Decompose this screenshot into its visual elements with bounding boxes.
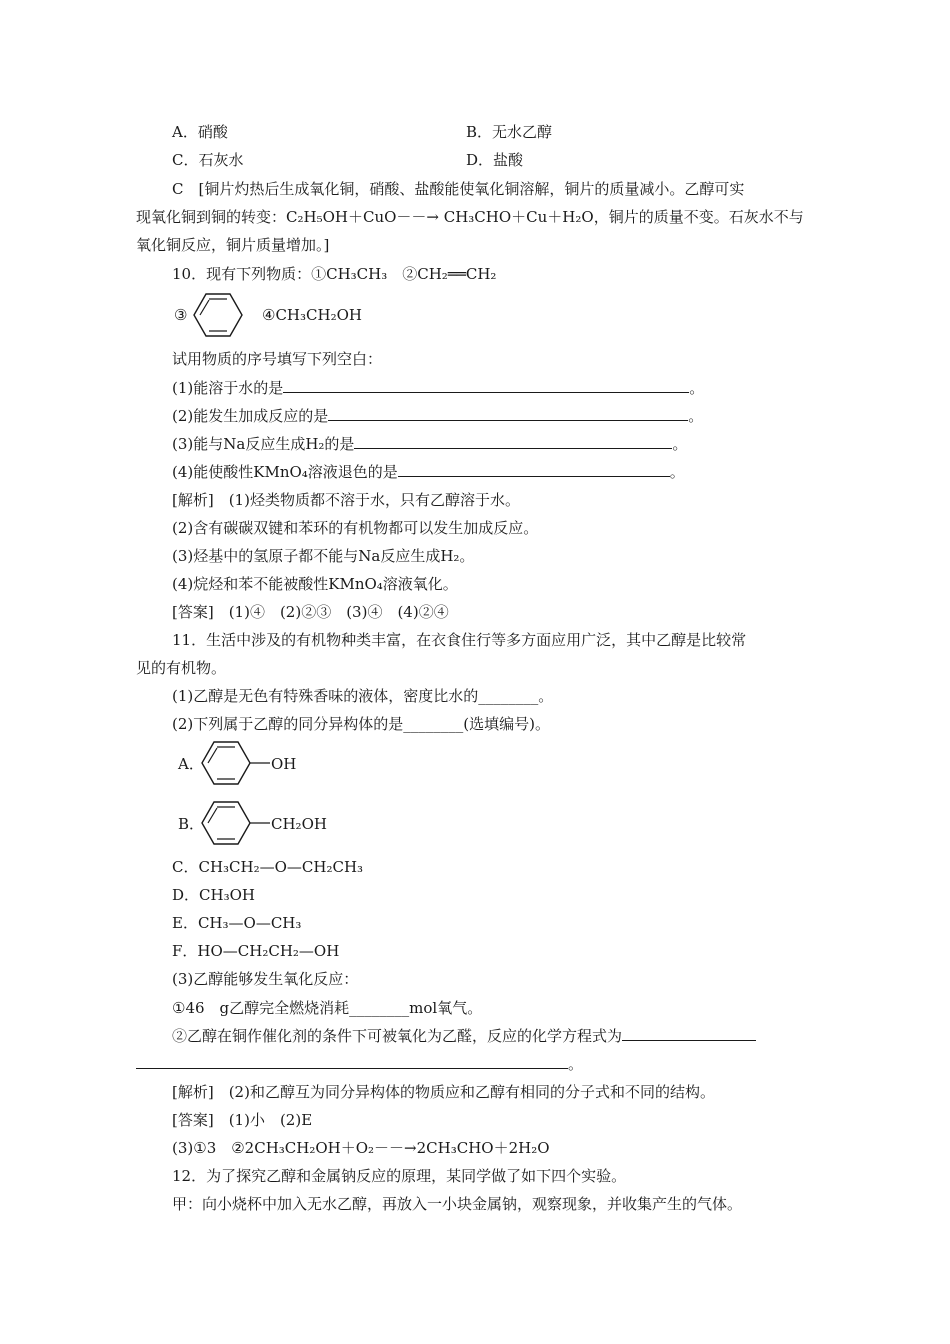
q10-analysis-4: (4)烷烃和苯不能被酸性KMnO₄溶液氧化。 <box>172 575 458 593</box>
q11-part-2: (2)下列属于乙醇的同分异构体的是________(选填编号)。 <box>172 715 550 733</box>
q11-analysis: [解析] (2)和乙醇互为同分异构体的物质应和乙醇有相同的分子式和不同的结构。 <box>172 1083 715 1101</box>
q11-part-3: (3)乙醇能够发生氧化反应： <box>172 970 359 988</box>
q10-blank-2-line[interactable] <box>328 406 688 421</box>
q11-option-b-label: B． <box>178 815 205 833</box>
q10-blank-3-text: (3)能与Na反应生成H₂的是 <box>172 435 355 453</box>
q10-analysis-2: (2)含有碳碳双键和苯环的有机物都可以发生加成反应。 <box>172 519 539 537</box>
q10-blank-3-line[interactable] <box>354 434 672 449</box>
q10-blank-4 <box>172 462 685 482</box>
q10-answer: [答案] (1)④ (2)②③ (3)④ (4)②④ <box>172 603 449 621</box>
q10-blank-4-end: 。 <box>669 463 685 481</box>
q10-blank-1-text: (1)能溶于水的是 <box>172 379 284 397</box>
benzene-ring-icon <box>192 292 244 338</box>
q10-blank-1-end: 。 <box>689 379 705 397</box>
q11-part-3b-blank[interactable] <box>622 1026 756 1041</box>
q10-blank-2-text: (2)能发生加成反应的是 <box>172 407 329 425</box>
q11-option-d: D．CH₃OH <box>172 886 255 904</box>
q10-blank-3-end: 。 <box>672 435 688 453</box>
q11-stem-1: 11．生活中涉及的有机物种类丰富，在衣食住行等多方面应用广泛，其中乙醇是比较常 <box>172 631 747 649</box>
q11-option-a-label: A． <box>178 755 204 773</box>
q11-part-3b-continued <box>136 1054 583 1074</box>
q10-blank-2 <box>172 406 703 426</box>
q12-experiment-jia: 甲：向小烧杯中加入无水乙醇，再放入一小块金属钠，观察现象，并收集产生的气体。 <box>172 1195 743 1213</box>
q11-part-3b-end: 。 <box>568 1055 584 1073</box>
q9-answer-line2: 现氧化铜到铜的转变：C₂H₅OH＋CuO－－→ CH₃CHO＋Cu＋H₂O，铜片的质量不变。石灰水不与 <box>136 208 804 226</box>
q9-option-c: C．石灰水 <box>172 151 244 169</box>
q10-item3-label: ③ <box>174 306 188 324</box>
q11-answer-2: (3)①3 ②2CH₃CH₂OH＋O₂－－→2CH₃CHO＋2H₂O <box>172 1139 550 1157</box>
q10-blank-4-text: (4)能使酸性KMnO₄溶液退色的是 <box>172 463 398 481</box>
q10-blank-4-line[interactable] <box>398 462 670 477</box>
q11-option-c: C．CH₃CH₂—O—CH₂CH₃ <box>172 858 364 876</box>
q11-stem-2: 见的有机物。 <box>136 659 227 677</box>
q9-answer-line3: 氧化铜反应，铜片质量增加。] <box>136 236 330 254</box>
q11-answer-1: [答案] (1)小 (2)E <box>172 1111 313 1129</box>
q11-option-f: F．HO—CH₂CH₂—OH <box>172 942 340 960</box>
q10-blank-2-end: 。 <box>688 407 704 425</box>
q11-part-3b-text: ②乙醇在铜作催化剂的条件下可被氧化为乙醛，反应的化学方程式为 <box>172 1027 623 1045</box>
q11-part-1: (1)乙醇是无色有特殊香味的液体，密度比水的________。 <box>172 687 554 705</box>
q11-option-e: E．CH₃—O—CH₃ <box>172 914 302 932</box>
q9-option-b: B．无水乙醇 <box>466 123 553 141</box>
q11-option-a-oh: OH <box>271 755 297 773</box>
q10-blank-1-line[interactable] <box>283 378 689 393</box>
q10-item4: ④CH₃CH₂OH <box>262 306 362 324</box>
q9-option-d: D．盐酸 <box>466 151 524 169</box>
benzyl-ring-icon <box>200 800 270 846</box>
q11-part-3b <box>172 1026 756 1046</box>
q11-part-3a: ①46 g乙醇完全燃烧消耗________mol氧气。 <box>172 999 483 1017</box>
q12-stem: 12．为了探究乙醇和金属钠反应的原理，某同学做了如下四个实验。 <box>172 1167 627 1185</box>
phenol-ring-icon <box>200 740 270 786</box>
q9-answer-line1: C [铜片灼热后生成氧化铜，硝酸、盐酸能使氧化铜溶解，铜片的质量减小。乙醇可实 <box>172 180 745 198</box>
q10-instruction: 试用物质的序号填写下列空白： <box>172 350 383 368</box>
q10-blank-1 <box>172 378 704 398</box>
q10-blank-3 <box>172 434 687 454</box>
q10-analysis-1: [解析] (1)烃类物质都不溶于水，只有乙醇溶于水。 <box>172 491 520 509</box>
q10-stem: 10．现有下列物质：①CH₃CH₃ ②CH₂══CH₂ <box>172 265 497 283</box>
q10-analysis-3: (3)烃基中的氢原子都不能与Na反应生成H₂。 <box>172 547 475 565</box>
q11-option-b-ch2oh: CH₂OH <box>271 815 327 833</box>
q9-option-a: A．硝酸 <box>172 123 228 141</box>
q11-part-3b-blank-2[interactable] <box>136 1054 568 1069</box>
